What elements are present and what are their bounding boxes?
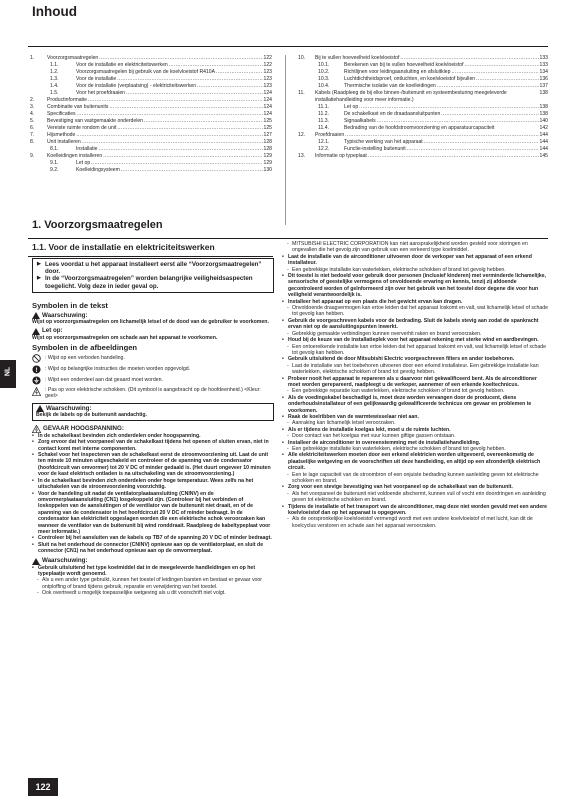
subsection-title: 1.1. Voor de installatie en elektriciteitswerken xyxy=(32,242,215,252)
toc-entry-page: 144 xyxy=(539,139,548,145)
toc-entry-page: 145 xyxy=(539,153,548,159)
toc-entry xyxy=(30,62,272,69)
toc-leader-dots xyxy=(144,118,263,125)
toc-entry xyxy=(298,111,548,118)
safety-detail: - Als de oorspronkelijke koelvloeistof vermengd wordt met een andere koelvloeistof of met lucht, kan dit de koelcyclus verstoren en schade aan het apparaat veroorzaken. xyxy=(282,516,550,529)
toc-entry-number: 11.2. xyxy=(318,111,329,117)
toc-entry-number: 12. xyxy=(298,132,306,138)
electric-shock-icon xyxy=(32,387,41,396)
symbols-figure-heading: Symbolen in de afbeeldingen xyxy=(32,343,138,353)
toc-leader-dots xyxy=(197,83,262,90)
toc-entry xyxy=(298,104,548,111)
toc-entry xyxy=(30,125,272,132)
toc-entry-title: Installatie xyxy=(76,146,98,152)
toc-entry-number: 9.1. xyxy=(50,160,59,166)
safety-item: • Zorg voor een stevige bevestiging van het voorpaneel op de schakelkast van de buitenunit. xyxy=(282,484,550,490)
page-title: Inhoud xyxy=(32,4,77,19)
safety-detail: - Een gebrekkige installatie kan waterlekken, elektrische schokken of brand tot gevolg hebben. xyxy=(282,446,550,452)
safety-detail: - Een te lage capaciteit van de stroombron of een onjuiste bedrading kunnen aanleiding geven tot elektrische schokken en brand. xyxy=(282,472,550,485)
toc-entry-page: 144 xyxy=(539,132,548,138)
toc-entry-number: 11.1. xyxy=(318,104,329,110)
toc-leader-dots xyxy=(476,76,538,83)
toc-entry-page: 123 xyxy=(263,83,272,89)
toc-entry-number: 11.4. xyxy=(318,125,329,131)
warning-heading xyxy=(36,405,270,412)
toc-entry-number: 9.2. xyxy=(50,167,59,173)
toc-entry-page: 129 xyxy=(263,153,272,159)
toc-entry-number: 2. xyxy=(30,97,35,103)
mandatory-icon xyxy=(32,365,41,374)
toc-entry-number: 1.4. xyxy=(50,83,59,89)
high-voltage-item: • In de schakelkast bevinden zich onderdelen onder hoge temperatuur. Wees zelfs na het uitschakelen van de stroomvoorziening voorzichtig. xyxy=(32,478,274,491)
toc-entry-title: Functie-instelling buitenunit xyxy=(344,146,406,152)
toc-entry xyxy=(30,132,272,139)
toc-entry-number: 4. xyxy=(30,111,35,117)
symbol-label: : Pas op voor elektrische schokken. (Dit symbool is aangebracht op de hoofdeenheid.) <Kleur: geel> xyxy=(45,386,261,400)
toc-entry-number: 1.2. xyxy=(50,69,59,75)
ground-icon xyxy=(32,376,41,385)
toc-entry-title: Thermische isolatie van de koelleidingen xyxy=(344,83,436,89)
toc-entry-page: 140 xyxy=(539,118,548,124)
safety-item: • Raak de koelribben van de warmtewisselaar niet aan. xyxy=(282,414,550,420)
toc-entry-number: 7. xyxy=(30,132,35,138)
warning-text: Bekijk de labels op de buitenunit aandachtig. xyxy=(36,412,147,419)
toc-entry xyxy=(298,153,548,160)
warning-label: Waarschuwing: xyxy=(42,556,88,564)
high-voltage-item: • Controleer bij het aansluiten van de kabels op TB7 of de spanning 20 V DC of minder bedraagt. xyxy=(32,535,274,541)
toc-entry xyxy=(30,160,272,167)
toc-entry xyxy=(298,62,548,69)
toc-entry-title: Unit installeren xyxy=(47,139,81,145)
toc-right xyxy=(298,55,548,160)
warning-text: Wijst op voorzorgsmaatregelen om lichamelijk letsel of de dood van de gebruiker te voorkomen. xyxy=(32,319,269,326)
toc-entry-page: 124 xyxy=(263,104,272,110)
toc-entry-title: Voor de installatie (verplaatsing) - elektriciteitswerken xyxy=(76,83,197,89)
toc-leader-dots xyxy=(99,146,263,153)
toc-entry xyxy=(30,153,272,160)
toc-entry-page: 128 xyxy=(263,146,272,152)
toc-leader-dots xyxy=(368,153,539,160)
toc-entry-title: Berekenen van bij te vullen hoeveelheid koelvloeistof xyxy=(344,62,464,68)
toc-left xyxy=(30,55,272,174)
toc-leader-dots xyxy=(117,76,262,83)
toc-leader-dots xyxy=(359,104,538,111)
toc-entry-title: Voor de installatie xyxy=(76,76,117,82)
toc-leader-dots xyxy=(91,160,262,167)
toc-entry xyxy=(298,55,548,62)
caution-heading xyxy=(32,328,274,335)
toc-entry-number: 10. xyxy=(298,55,306,61)
safety-detail: - MITSUBISHI ELECTRIC CORPORATION kan niet aansprakelijkheid worden gesteld voor storingen en ongevallen die het gevolg zijn van gebruik van een verkeerd type koelmiddel. xyxy=(282,241,550,254)
caution-icon xyxy=(32,328,40,335)
toc-entry-number: 12.2. xyxy=(318,146,330,152)
safety-item: • Gebruik de voorgeschreven kabels voor de bedrading. Sluit de kabels stevig aan zodat de spankracht ervan niet op de aansluitingspunten inwerkt. xyxy=(282,318,550,331)
safety-item: • Houd bij de keuze van de installatieplek voor het apparaat rekening met sterke wind en aardbevingen. xyxy=(282,337,550,343)
right-column xyxy=(282,241,550,529)
toc-leader-dots xyxy=(216,69,262,76)
toc-entry xyxy=(30,167,272,174)
toc-entry xyxy=(30,83,272,90)
toc-entry xyxy=(298,139,548,146)
toc-entry-title: Informatie op typeplaat xyxy=(315,153,367,159)
caution-text: Wijst op voorzorgsmaatregelen om schade aan het apparaat te voorkomen. xyxy=(32,334,218,341)
toc-entry-title: Productinformatie xyxy=(47,97,87,103)
safety-detail: - Aanraking kan lichamelijk letsel veroorzaken. xyxy=(282,420,550,426)
toc-leader-dots xyxy=(126,90,263,97)
warning-heading xyxy=(32,558,274,565)
toc-entry-page: 142 xyxy=(539,125,548,131)
label-warning-box xyxy=(32,403,274,420)
toc-entry-page: 123 xyxy=(263,76,272,82)
toc-entry xyxy=(30,97,272,104)
warning-heading xyxy=(32,312,274,319)
toc-leader-dots xyxy=(451,69,538,76)
toc-entry xyxy=(30,76,272,83)
toc-entry xyxy=(30,90,272,97)
symbol-row xyxy=(32,365,274,374)
symbol-row xyxy=(32,387,274,400)
toc-entry xyxy=(30,104,272,111)
high-voltage-label: GEVAAR HOOGSPANNING: xyxy=(43,424,124,432)
warning-detail: - Ook overtreedt u mogelijk toepasselijke wetgeving als u dit voorschrift niet volgt. xyxy=(32,590,274,596)
toc-entry-number: 3. xyxy=(30,104,35,110)
safety-item: • Als de voedingskabel beschadigd is, moet deze worden vervangen door de producent, diens onderhoudsinstallateur of een gelijkwaardig gekwalificeerde technicus om gevaar en problemen te voorkomen. xyxy=(282,395,550,414)
toc-entry-title: Bedrading van de hoofdstroomvoorziening en apparatuurcapaciteit xyxy=(344,125,495,131)
safety-detail: - Als het voorpaneel de buitenunit niet voldoende afschermt, kunnen vuil of vocht erin doordringen en aanleiding geven tot elektrische schokken en brand. xyxy=(282,491,550,504)
toc-entry xyxy=(298,146,548,153)
warning-label: Waarschuwing: xyxy=(42,311,88,319)
safety-detail: - Door contact van het koelgas met vuur kunnen giftige gassen ontstaan. xyxy=(282,433,550,439)
toc-entry-title: Koelleidingen installeren xyxy=(47,153,103,159)
safety-item: • Dit toestel is niet bedoeld voor gebruik door personen (inclusief kinderen) met verminderde lichamelijke, sensorische of geestelijke vermogens of onvoldoende ervaring en kennis, tenzij zij afdoende gecontroleerd worden of geïnformeerd zijn over het gebruik van het toestel door degene die voor hun veiligheid verantwoordelijk is. xyxy=(282,273,550,299)
toc-entry xyxy=(298,125,548,132)
toc-entry-page: 127 xyxy=(263,132,272,138)
toc-entry-number: 1.5. xyxy=(50,90,59,96)
title-divider xyxy=(28,46,548,47)
safety-item: • Laat de installatie van de airconditioner uitvoeren door de verkoper van het apparaat of een erkend installateur. xyxy=(282,254,550,267)
toc-entry-page: 129 xyxy=(263,160,272,166)
toc-entry-page: 125 xyxy=(263,118,272,124)
toc-entry-title: Hijsmethode xyxy=(47,132,76,138)
section-title: 1. Voorzorgsmaatregelen xyxy=(32,219,163,231)
intro-item: ▶ Lees voordat u het apparaat installeert eerst alle “Voorzorgsmaatregelen” door. xyxy=(37,261,269,275)
toc-leader-dots xyxy=(109,104,262,111)
toc-entry-page: 128 xyxy=(263,139,272,145)
safety-detail: - Een gebrekkige installatie kan waterlekken, elektrische schokken of brand tot gevolg hebben. xyxy=(282,267,550,273)
toc-leader-dots xyxy=(400,55,538,62)
toc-leader-dots xyxy=(77,111,263,118)
safety-detail: - Onvoldoende draagvermogen kan ertoe leiden dat het apparaat loskomt en valt, wat lichamelijk letsel of schade tot gevolg kan hebben. xyxy=(282,305,550,318)
toc-entry-number: 6. xyxy=(30,125,35,131)
warning-icon xyxy=(32,558,40,565)
toc-leader-dots xyxy=(465,62,539,69)
toc-entry xyxy=(298,132,548,139)
caution-label: Let op: xyxy=(42,327,63,335)
symbol-row xyxy=(32,354,274,363)
safety-item: • Gebruik uitsluitend de door Mitsubishi Electric voorgeschreven filters en ander toebehoren. xyxy=(282,356,550,362)
toc-entry-page: 124 xyxy=(263,97,272,103)
toc-entry-title: Let op xyxy=(76,160,91,166)
toc-entry-number: 9. xyxy=(30,153,35,159)
toc-entry-title: Typische werking van het apparaat xyxy=(344,139,423,145)
toc-entry xyxy=(30,139,272,146)
toc-entry-number: 10.2. xyxy=(318,69,330,75)
toc-entry-page: 133 xyxy=(539,62,548,68)
safety-item: • Tijdens de installatie of het transport van de airconditioner, mag deze niet worden gevuld met een andere koelvloeistof dan op het apparaat is opgegeven. xyxy=(282,504,550,517)
toc-entry-page: 138 xyxy=(539,111,548,117)
toc-entry-page: 123 xyxy=(263,69,272,75)
toc-entry-page: 136 xyxy=(539,76,548,82)
toc-entry-number: 13. xyxy=(298,153,306,159)
toc-leader-dots xyxy=(169,62,263,69)
toc-leader-dots xyxy=(103,153,262,160)
symbols-text-heading: Symbolen in de tekst xyxy=(32,301,108,310)
toc-entry xyxy=(298,76,548,83)
toc-entry-page: 124 xyxy=(263,90,272,96)
toc-leader-dots xyxy=(76,132,262,139)
toc-entry-title: Signaalkabels xyxy=(344,118,376,124)
symbol-label: : Wijst een onderdeel aan dat geaard moet worden. xyxy=(45,376,163,383)
toc-entry-title: Bij te vullen hoeveelheid koelvloeistof xyxy=(315,55,400,61)
safety-item: • Als er tijdens de installatie koelgas lekt, moet u de ruimte luchten. xyxy=(282,427,550,433)
toc-entry xyxy=(30,146,272,153)
toc-leader-dots xyxy=(345,132,538,139)
prohibited-icon xyxy=(32,354,41,363)
toc-entry-title: Koelleidingsysteem xyxy=(76,167,120,173)
toc-entry-title: Proefdraaien xyxy=(315,132,345,138)
toc-entry-title: Combinatie van buitenunits xyxy=(47,104,109,110)
symbol-row xyxy=(32,376,274,385)
toc-entry xyxy=(298,118,548,125)
intro-box xyxy=(32,258,274,293)
toc-entry xyxy=(30,55,272,62)
toc-entry-page: 138 xyxy=(539,104,548,110)
toc-entry-page: 138 xyxy=(539,90,548,96)
high-voltage-icon xyxy=(32,425,41,433)
toc-leader-dots xyxy=(437,83,539,90)
toc-entry-page: 124 xyxy=(263,111,272,117)
safety-item: • Installeer de airconditioner in overeenstemming met de installatiehandleiding. xyxy=(282,440,550,446)
safety-detail: - Een ontoereikende installatie kan ertoe leiden dat het apparaat loskomt en valt, wat lichamelijk letsel of schade tot gevolg kan hebben. xyxy=(282,344,550,357)
toc-entry-number: 10.1. xyxy=(318,62,330,68)
toc-leader-dots xyxy=(441,111,538,118)
toc-leader-dots xyxy=(424,139,539,146)
toc-entry xyxy=(298,83,548,90)
toc-leader-dots xyxy=(407,146,539,153)
toc-leader-dots xyxy=(117,125,262,132)
high-voltage-item: • In de schakelkast bevinden zich onderdelen onder hoogspanning. xyxy=(32,433,274,439)
toc-column-divider xyxy=(285,55,286,225)
toc-entry-number: 1.1. xyxy=(50,62,59,68)
toc-entry-number: 8.1. xyxy=(50,146,59,152)
toc-entry-page: 133 xyxy=(539,55,548,61)
safety-detail: - Een gebrekkige reparatie kan waterlekken, elektrische schokken of brand tot gevolg hebben. xyxy=(282,388,550,394)
toc-entry-number: 11.3. xyxy=(318,118,329,124)
subsection-divider xyxy=(28,256,273,257)
toc-entry-title: Voorzorgsmaatregelen bij gebruik van de koelvloeistof R410A xyxy=(76,69,216,75)
toc-entry-title: Voor het proefdraaien xyxy=(76,90,125,96)
toc-entry-title: Kabels (Raadpleeg de bij elke binnen-/buitenunit en systeembesturing meegeleverde installatiehandleiding voor meer informatie.) xyxy=(315,90,507,103)
toc-entry-title: Bevestiging van vastgemaakte onderdelen xyxy=(47,118,143,124)
intro-item: ▶ In de “Voorzorgsmaatregelen” worden belangrijke veiligheidsaspecten toegelicht. Volg deze in ieder geval op. xyxy=(37,275,269,289)
left-column xyxy=(32,303,274,597)
toc-entry-number: 12.1. xyxy=(318,139,330,145)
toc-entry xyxy=(298,90,548,104)
toc-entry-title: Vereiste ruimte rondom de unit xyxy=(47,125,117,131)
warning-item: • Gebruik uitsluitend het type koelmiddel dat in de meegeleverde handleidingen en op het typeplaatje wordt genoemd. xyxy=(32,565,274,578)
toc-entry-number: 11. xyxy=(298,90,305,96)
toc-entry-page: 130 xyxy=(263,167,272,173)
toc-entry-title: Voorzorgsmaatregelen xyxy=(47,55,99,61)
toc-entry xyxy=(30,118,272,125)
toc-entry-page: 144 xyxy=(539,146,548,152)
symbol-label: : Wijst op een verboden handeling. xyxy=(45,354,125,361)
toc-leader-dots xyxy=(99,55,262,62)
warning-label: Waarschuwing: xyxy=(46,404,92,412)
svg-text:!: ! xyxy=(35,366,38,374)
warning-icon xyxy=(36,405,44,412)
high-voltage-item: • Voor de handeling uit nadat de ventilatorplaataansluiting (CNINV) en de omvormerplaataansluiting (CN1) losgekoppeld zijn. (Controleer bij het verbinden of loskoppelen van de aansluitingen of de ventilator van de buitenunit niet draait, en of de spanning van de condensator in het hoofdcircuit 20 V DC of minder bedraagt. In de condensator kan elektriciteit opgeslagen worden die een elektrische schok veroorzaken kan wanneer de ventilator van de buitenunit bij wind ronddraait. Raadpleeg de kabeltypeplaat voor meer informatie.) xyxy=(32,491,274,536)
toc-leader-dots xyxy=(88,97,263,104)
section-divider xyxy=(28,238,548,239)
toc-entry-page: 125 xyxy=(263,125,272,131)
language-tab-label: NL xyxy=(4,366,12,377)
toc-leader-dots xyxy=(377,118,539,125)
toc-entry-title: Luchtdichtheidsproef, ontluchten, en koelvloeistof bijvullen xyxy=(344,76,476,82)
toc-entry-number: 10.3. xyxy=(318,76,330,82)
toc-entry-title: De schakelkast en de draadaansluitpunten xyxy=(344,111,441,117)
safety-detail: - Laat de installatie van het toebehoren uitvoeren door een erkend installateur. Een gebrekkige installatie kan waterlekken, elektrische schokken of brand tot gevolg hebben. xyxy=(282,363,550,376)
safety-item: • Probeer nooit het apparaat te repareren als u daarvoor niet gekwalificeerd bent. Als de airconditioner moet worden gerepareerd, raadpleegt u de verkoper, aannemer of een erkende koeltechnicus. xyxy=(282,376,550,389)
toc-entry-page: 122 xyxy=(263,55,272,61)
symbol-label: : Wijst op belangrijke instructies die moeten worden opgevolgd. xyxy=(45,365,191,372)
safety-item: • Installeer het apparaat op een plaats die het gewicht ervan kan dragen. xyxy=(282,299,550,305)
toc-entry-page: 122 xyxy=(263,62,272,68)
toc-entry xyxy=(30,111,272,118)
toc-entry-page: 134 xyxy=(539,69,548,75)
toc-entry-page: 137 xyxy=(539,83,548,89)
toc-entry-title: Richtlijnen voor leidingaansluiting en afsluitklep xyxy=(344,69,451,75)
high-voltage-item: • Zorg ervoor dat het voorpaneel van de schakelkast tijdens het openen of sluiten ervan, niet in contact komt met interne componenten. xyxy=(32,439,274,452)
toc-entry xyxy=(298,69,548,76)
page-number: 122 xyxy=(28,778,58,796)
toc-entry-title: Voor de installatie en elektriciteitswerken xyxy=(76,62,168,68)
warning-icon xyxy=(32,312,40,319)
toc-entry xyxy=(30,69,272,76)
warning-detail: - Als u een ander type gebruikt, kunnen het toestel of leidingen barsten en bestaat er gevaar voor ontploffing of brand tijdens gebruik, reparatie en verwijdering van het toestel. xyxy=(32,577,274,590)
toc-entry-title: Let op xyxy=(344,104,359,110)
toc-leader-dots xyxy=(121,167,263,174)
toc-leader-dots xyxy=(82,139,263,146)
high-voltage-item: • Schakel voor het inspecteren van de schakelkast eerst de stroomvoorziening uit. Laat de unit ten minste 10 minuten uitgeschakeld en controleer of de spanning van de condensator (hoofdcircuit van omvormer) tot 20 V DC of minder gedaald is. (Het duurt ongeveer 10 minuten voor de kast elektrisch ontladen is na uitschakeling van de stroomvoorziening.) xyxy=(32,452,274,478)
safety-detail: - Gebrekkig gemaakte verbindingen kunnen oververhit raken en brand veroorzaken. xyxy=(282,331,550,337)
toc-entry-title: Specificaties xyxy=(47,111,76,117)
high-voltage-item: • Sluit na het onderhoud de connector (CNINV) opnieuw aan op de ventilatorplaat, en sluit de connector (CN1) na het onderhoud opnieuw aan op de omvormerplaat. xyxy=(32,542,274,555)
high-voltage-list xyxy=(32,433,274,555)
toc-entry-number: 8. xyxy=(30,139,35,145)
toc-entry-number: 5. xyxy=(30,118,35,124)
toc-entry-number: 1.3. xyxy=(50,76,59,82)
high-voltage-heading xyxy=(32,425,274,433)
toc-entry-number: 10.4. xyxy=(318,83,330,89)
safety-item: • Alle elektriciteitswerken moeten door een erkend elektricien worden uitgevoerd, overeenkomstig de plaatselijke wetgeving en de voorschriften uit deze handleiding, en altijd op een afzonderlijk elektrisch circuit. xyxy=(282,452,550,471)
toc-entry-number: 1. xyxy=(30,55,35,61)
